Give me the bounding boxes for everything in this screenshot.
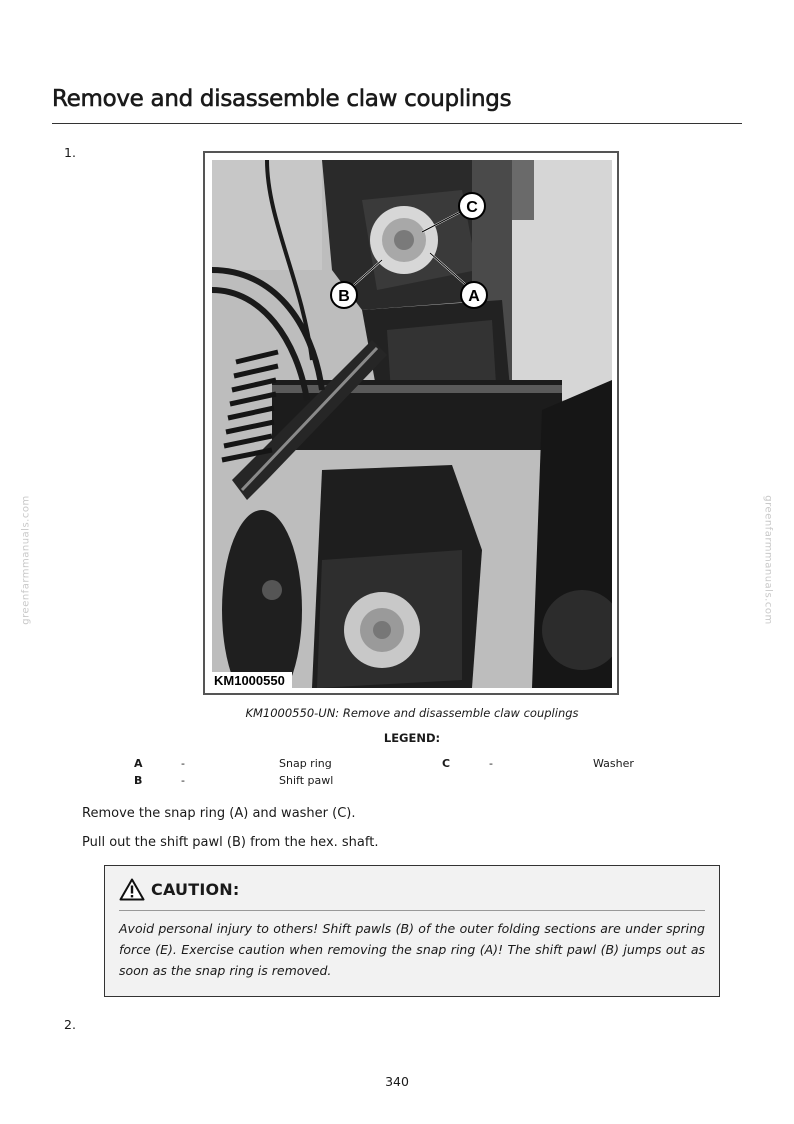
callout-c-label: C	[466, 199, 478, 216]
caution-box	[104, 865, 720, 997]
caution-text: Avoid personal injury to others! Shift pawls (B) of the outer folding sections are under spring force (E). Exercise caution when removing the snap ring (A)! The shift pawl (B) jumps out as soon as the snap ring is removed.	[119, 921, 705, 978]
callout-a-label: A	[468, 288, 480, 305]
title-divider	[52, 123, 742, 124]
caution-header	[119, 878, 239, 901]
callout-b	[331, 282, 357, 308]
callout-c	[459, 193, 485, 219]
callout-b-label: B	[338, 288, 350, 305]
legend-key: A	[134, 757, 143, 770]
legend-dash: -	[181, 757, 185, 770]
legend-title: LEGEND:	[383, 731, 441, 745]
figure-frame	[203, 151, 619, 695]
figure-caption: KM1000550-UN: Remove and disassemble claw couplings	[245, 706, 579, 720]
instruction-text: Pull out the shift pawl (B) from the hex. shaft.	[82, 835, 379, 850]
legend-label: Snap ring	[279, 757, 332, 770]
caution-divider	[119, 910, 705, 911]
watermark-left: greenfarmmanuals.com	[20, 495, 32, 625]
legend-key: C	[442, 757, 451, 770]
legend-key: B	[134, 774, 143, 787]
page-title: Remove and disassemble claw couplings	[52, 86, 512, 112]
legend-dash: -	[489, 757, 493, 770]
step-number: 2.	[64, 1017, 76, 1032]
legend-dash: -	[181, 774, 185, 787]
page-number: 340	[385, 1074, 409, 1089]
instruction-text: Remove the snap ring (A) and washer (C).	[82, 806, 356, 821]
watermark-right: greenfarmmanuals.com	[762, 495, 774, 625]
caution-title: CAUTION:	[151, 880, 240, 899]
image-label: KM1000550	[214, 673, 285, 688]
legend-label: Washer	[593, 757, 634, 770]
step-number: 1.	[64, 145, 76, 160]
legend-label: Shift pawl	[279, 774, 334, 787]
warning-triangle-icon	[119, 878, 145, 901]
callout-a	[461, 282, 487, 308]
machine-photo	[212, 160, 612, 688]
